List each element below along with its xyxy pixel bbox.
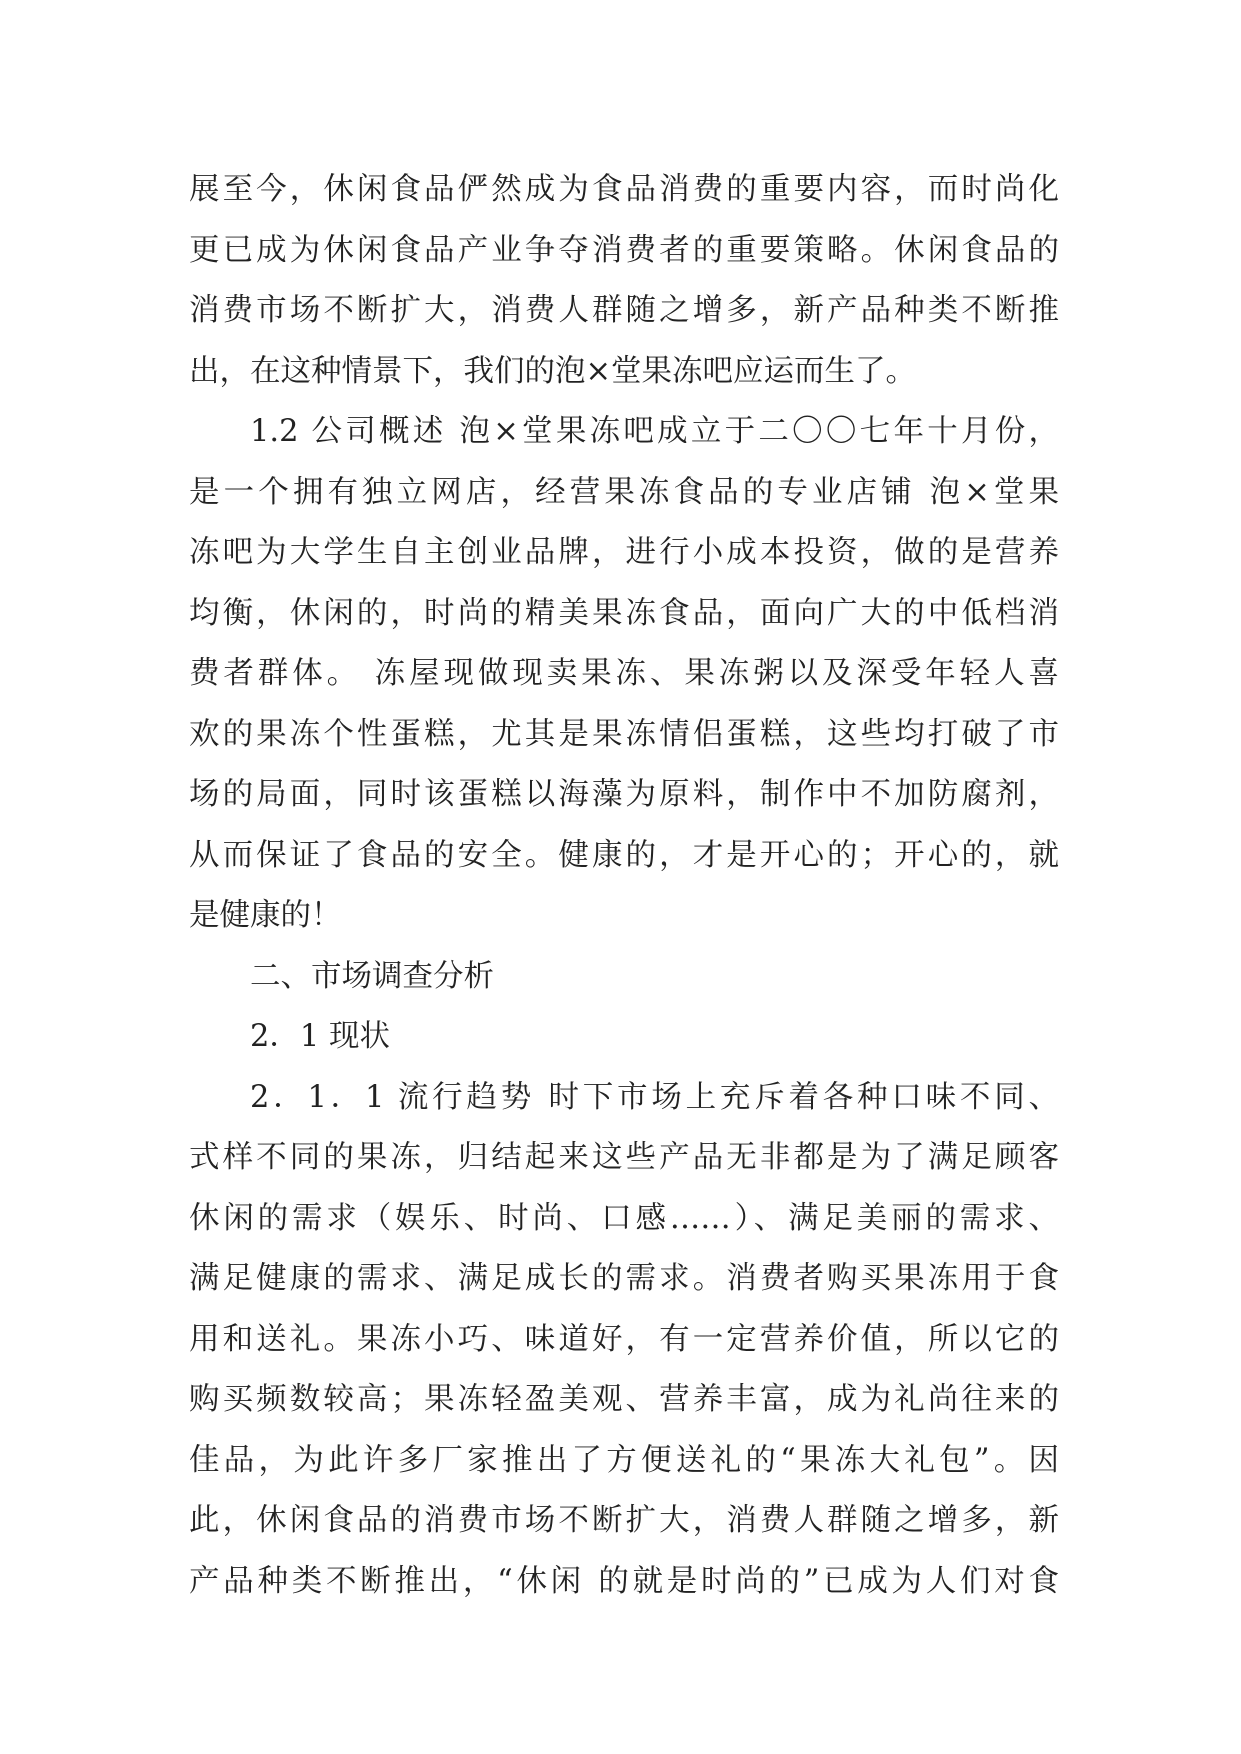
text-line: 2．1 现状 [250,1019,391,1054]
text-line: 用和送礼。果冻小巧、味道好，有一定营养价值，所以它的 [189,1321,1059,1357]
text-line: 场的局面，同时该蛋糕以海藻为原料，制作中不加防腐剂， [189,777,1059,812]
text-line: 满足健康的需求、满足成长的需求。消费者购买果冻用于食 [189,1261,1059,1296]
text-line: 休闲的需求（娱乐、时尚、口感……）、满足美丽的需求、 [189,1200,1059,1236]
text-line: 费者群体。 冻屋现做现卖果冻、果冻粥以及深受年轻人喜 [189,656,1059,691]
text-line: 是一个拥有独立网店，经营果冻食品的专业店铺 泡×堂果 [189,474,1059,510]
text-line: 购买频数较高；果冻轻盈美观、营养丰富，成为礼尚往来的 [189,1382,1059,1417]
text-line: 从而保证了食品的安全。健康的，才是开心的；开心的，就 [189,837,1059,873]
text-line: 出，在这种情景下，我们的泡×堂果冻吧应运而生了。 [189,353,917,389]
text-line: 冻吧为大学生自主创业品牌，进行小成本投资，做的是营养 [189,535,1059,570]
text-line: 欢的果冻个性蛋糕，尤其是果冻情侣蛋糕，这些均打破了市 [189,716,1059,752]
text-line: 二、市场调查分析 [250,958,494,994]
text-line: 1.2 公司概述 泡×堂果冻吧成立于二〇〇七年十月份， [250,414,1059,449]
text-line: 均衡，休闲的，时尚的精美果冻食品，面向广大的中低档消 [189,595,1059,631]
text-line: 是健康的！ [189,898,342,933]
text-line: 消费市场不断扩大，消费人群随之增多，新产品种类不断推 [189,293,1059,328]
text-line: 产品种类不断推出，“休闲 的就是时尚的”已成为人们对食 [189,1563,1059,1599]
text-line: 展至今，休闲食品俨然成为食品消费的重要内容，而时尚化 [189,172,1059,207]
text-line: 2．1．1 流行趋势 时下市场上充斥着各种口味不同、 [250,1079,1059,1115]
text-line: 此，休闲食品的消费市场不断扩大，消费人群随之增多，新 [189,1503,1059,1538]
text-line: 佳品，为此许多厂家推出了方便送礼的“果冻大礼包”。因 [189,1442,1059,1478]
text-line: 更已成为休闲食品产业争夺消费者的重要策略。休闲食品的 [189,232,1059,268]
text-line: 式样不同的果冻，归结起来这些产品无非都是为了满足顾客 [189,1140,1059,1175]
body-text [189,160,1059,1612]
